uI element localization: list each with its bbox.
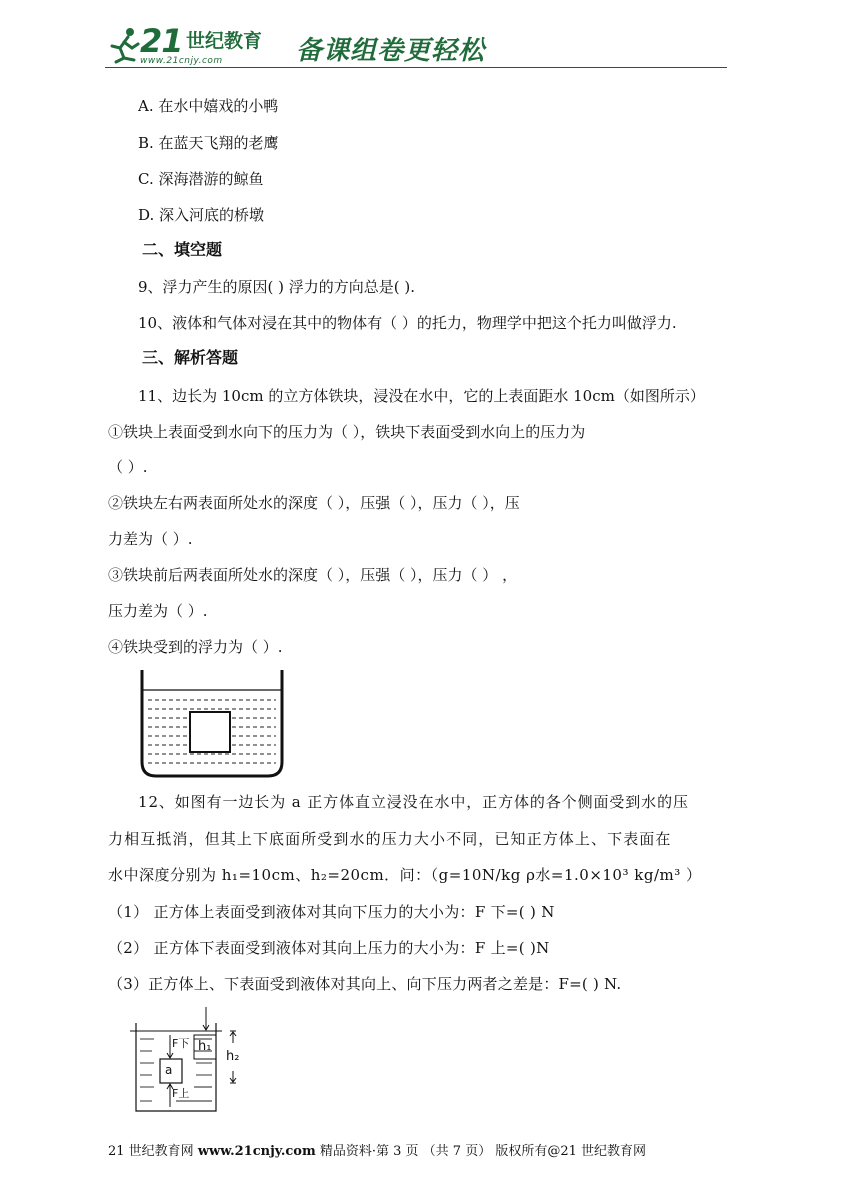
running-man-logo-icon: [108, 26, 142, 64]
section-title-analysis: 三、解析答题: [142, 348, 239, 367]
label-h1: h₁: [198, 1039, 212, 1054]
label-h2: h₂: [226, 1049, 240, 1064]
label-f-up: F上: [172, 1087, 190, 1100]
question-11-part2-a: ②铁块左右两表面所处水的深度（ ），压强（ ），压力（ ），压: [108, 494, 520, 512]
figure-cube-depth: [130, 1005, 250, 1115]
choice-d: D. 深入河底的桥墩: [138, 206, 265, 224]
header-slogan: 备课组卷更轻松: [296, 36, 486, 66]
question-12-sub1: （1） 正方体上表面受到液体对其向下压力的大小为：F 下=( ) N: [108, 903, 555, 921]
cube: [190, 712, 230, 752]
question-11-part2-b: 力差为（ ）.: [108, 530, 193, 548]
question-11-part1-a: ①铁块上表面受到水向下的压力为（ ），铁块下表面受到水向上的压力为: [108, 423, 586, 441]
question-12-sub2: （2） 正方体下表面受到液体对其向上压力的大小为：F 上=( )N: [108, 939, 550, 957]
logo-url: www.21cnjy.com: [140, 56, 223, 66]
figure-container-with-cube: [138, 670, 286, 780]
header-divider: [105, 67, 727, 68]
question-12-line1: 12、如图有一边长为 a 正方体直立浸没在水中，正方体的各个侧面受到水的压: [138, 793, 689, 811]
question-12-sub3: （3）正方体上、下表面受到液体对其向上、向下压力两者之差是：F=( ) N.: [108, 975, 622, 993]
question-11-part3-a: ③铁块前后两表面所处水的深度（ ），压强（ ），压力（ ） ，: [108, 566, 518, 584]
label-a: a: [165, 1063, 173, 1077]
footer-site: 21 世纪教育网: [108, 1144, 194, 1159]
question-12-line2: 力相互抵消，但其上下底面所受到水的压力大小不同，已知正方体上、下表面在: [108, 830, 672, 848]
section-title-fill-blank: 二、填空题: [142, 240, 223, 259]
logo-number: 21: [140, 22, 183, 60]
question-11-part3-b: 压力差为（ ）.: [108, 602, 208, 620]
page-footer: [108, 1140, 646, 1159]
footer-url[interactable]: www.21cnjy.com: [197, 1144, 316, 1159]
question-11-part1-b: （ ）.: [108, 458, 148, 476]
choice-c: C. 深海潜游的鲸鱼: [138, 170, 264, 188]
question-9: 9、浮力产生的原因( ) 浮力的方向总是( ).: [138, 278, 416, 296]
footer-page-info: 精品资料·第 3 页 （共 7 页） 版权所有@21 世纪教育网: [319, 1144, 647, 1159]
label-f-down: F下: [172, 1037, 190, 1050]
question-11-stem: 11、边长为 10cm 的立方体铁块，浸没在水中，它的上表面距水 10cm（如图所示）: [138, 387, 705, 405]
choice-a: A. 在水中嬉戏的小鸭: [138, 97, 279, 115]
question-10: 10、液体和气体对浸在其中的物体有（ ）的托力，物理学中把这个托力叫做浮力.: [138, 314, 677, 332]
choice-b: B. 在蓝天飞翔的老鹰: [138, 134, 279, 152]
question-12-line3: 水中深度分别为 h₁=10cm、h₂=20cm．问：（g=10N/kg ρ水=1.0×10³ kg/m³ ）: [108, 866, 702, 884]
logo-word: 世纪教育: [186, 30, 263, 52]
question-11-part4: ④铁块受到的浮力为（ ）.: [108, 638, 283, 656]
